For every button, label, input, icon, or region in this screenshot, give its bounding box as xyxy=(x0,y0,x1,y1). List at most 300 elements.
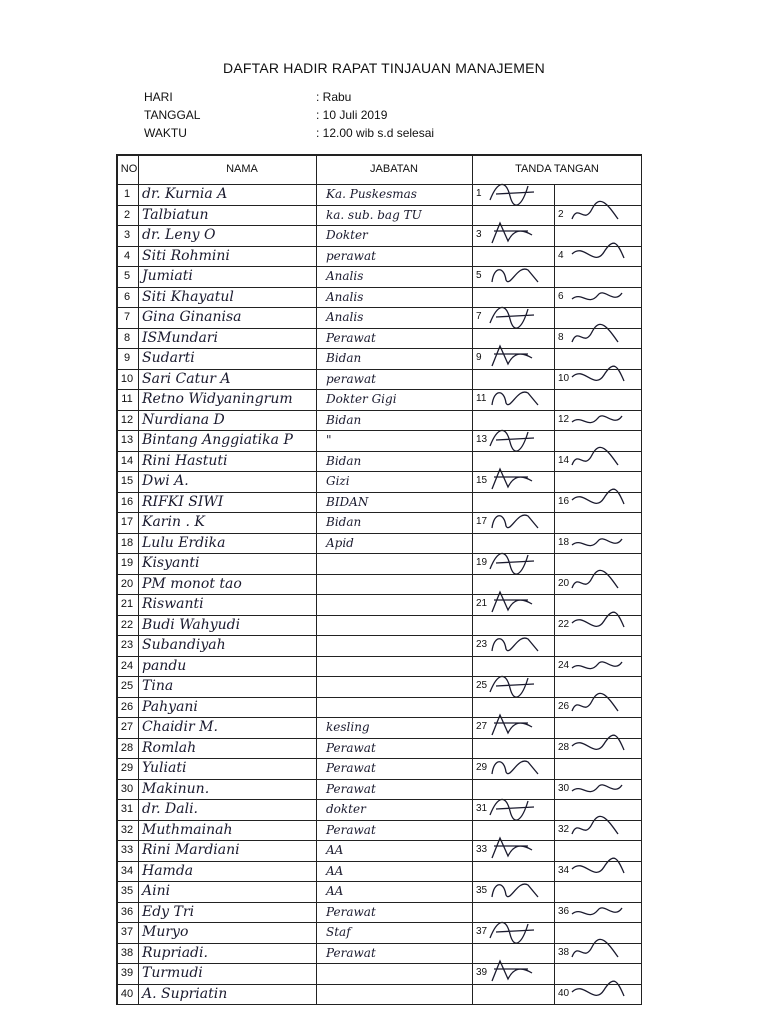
attendee-position: Perawat xyxy=(326,822,376,837)
signature-slot xyxy=(474,512,554,533)
signature-mark xyxy=(488,424,548,454)
signature-slot xyxy=(474,758,554,779)
signature-slot xyxy=(474,594,554,615)
signature-mark xyxy=(488,219,548,249)
attendee-name: Rini Mardiani xyxy=(142,842,240,858)
signature-mark xyxy=(488,465,548,495)
signature-mark xyxy=(488,178,548,208)
row-number: 19 xyxy=(120,557,134,570)
attendee-name: Pahyani xyxy=(142,698,198,715)
row-number: 30 xyxy=(120,782,134,795)
signature-mark xyxy=(488,547,548,577)
attendee-name: PM monot tao xyxy=(142,575,242,592)
table-rule xyxy=(116,246,642,247)
signature-number: 24 xyxy=(558,659,570,671)
table-row xyxy=(116,861,642,882)
signature-slot xyxy=(556,328,640,349)
row-number: 38 xyxy=(120,946,134,959)
header-no: NO xyxy=(120,163,138,175)
meta-label: TANGGAL xyxy=(144,108,201,122)
attendee-position: Analis xyxy=(326,310,364,324)
table-row xyxy=(116,963,642,984)
header-signature: TANDA TANGAN xyxy=(515,163,599,175)
table-row xyxy=(116,471,642,492)
attendee-name: pandu xyxy=(142,657,187,674)
table-rule xyxy=(116,881,642,882)
signature-mark xyxy=(488,588,548,618)
row-number: 26 xyxy=(120,700,134,713)
signature-mark xyxy=(488,711,548,741)
table-row xyxy=(116,533,642,554)
row-number: 4 xyxy=(123,249,131,262)
signature-slot xyxy=(556,287,640,308)
table-row xyxy=(116,225,642,246)
table-row xyxy=(116,922,642,943)
attendee-name: Chaidir M. xyxy=(142,719,218,735)
table-row xyxy=(116,430,642,451)
signature-mark xyxy=(488,342,548,372)
table-border-right xyxy=(641,154,643,1004)
row-number: 40 xyxy=(120,987,134,1000)
signature-slot xyxy=(556,574,640,595)
attendee-position: perawat xyxy=(326,248,376,263)
signature-slot xyxy=(474,881,554,902)
signature-slot xyxy=(556,984,640,1005)
signature-number: 36 xyxy=(558,905,570,917)
attendee-name: Yuliati xyxy=(142,760,187,776)
table-rule xyxy=(116,287,642,288)
row-number: 11 xyxy=(121,393,133,406)
row-number: 27 xyxy=(120,721,134,734)
table-row xyxy=(116,184,642,205)
table-row xyxy=(116,205,642,226)
meta-value: : Rabu xyxy=(316,90,352,104)
signature-mark xyxy=(488,260,548,290)
attendee-name: Makinun. xyxy=(142,780,210,797)
signature-slot xyxy=(556,697,640,718)
attendee-name: A. Supriatin xyxy=(142,985,228,1002)
table-border-top xyxy=(116,154,642,156)
signature-slot xyxy=(474,553,554,574)
table-rule xyxy=(116,369,642,370)
table-rule xyxy=(116,984,642,985)
signature-slot xyxy=(556,492,640,513)
signature-slot xyxy=(474,225,554,246)
signature-number: 30 xyxy=(558,782,570,794)
attendee-position: ka. sub. bag TU xyxy=(326,207,422,222)
table-rule xyxy=(116,348,642,349)
meta-value: : 10 Juli 2019 xyxy=(316,108,388,122)
table-row xyxy=(116,615,642,636)
attendee-position: Perawat xyxy=(326,781,376,796)
table-rule xyxy=(116,533,642,534)
signature-slot xyxy=(556,246,640,267)
signature-slot xyxy=(474,840,554,861)
signature-mark xyxy=(570,568,630,598)
signature-slot xyxy=(556,820,640,841)
table-row xyxy=(116,779,642,800)
attendee-name: Nurdiana D xyxy=(142,411,225,428)
row-number: 35 xyxy=(120,885,134,898)
row-number: 2 xyxy=(123,208,131,221)
attendee-position: kesling xyxy=(326,720,370,734)
signature-number: 26 xyxy=(558,700,570,712)
table-rule xyxy=(116,594,642,595)
table-row xyxy=(116,594,642,615)
attendee-position: Analis xyxy=(326,289,364,304)
signature-mark xyxy=(488,957,548,987)
column-divider xyxy=(316,154,317,1004)
table-row xyxy=(116,656,642,677)
attendee-name: Romlah xyxy=(142,739,197,756)
table-rule xyxy=(116,492,642,493)
signature-number: 1 xyxy=(476,188,482,199)
signature-mark xyxy=(570,855,630,885)
signature-slot xyxy=(474,717,554,738)
table-rule xyxy=(116,225,642,226)
signature-slot xyxy=(474,184,554,205)
signature-number: 4 xyxy=(558,249,564,261)
table-rule xyxy=(116,451,642,452)
signature-mark xyxy=(488,629,548,659)
signature-number: 32 xyxy=(558,823,570,835)
signature-mark xyxy=(488,793,548,823)
row-number: 1 xyxy=(123,188,131,201)
attendee-position: Dokter Gigi xyxy=(326,392,397,406)
table-rule xyxy=(116,656,642,657)
attendee-name: Aini xyxy=(142,883,171,899)
row-number: 20 xyxy=(120,577,134,590)
attendee-name: dr. Leny O xyxy=(142,227,216,243)
table-row xyxy=(116,328,642,349)
attendance-table xyxy=(116,154,642,1024)
signature-number: 28 xyxy=(558,741,570,753)
row-number: 28 xyxy=(120,741,134,754)
signature-slot xyxy=(474,676,554,697)
signature-mark xyxy=(488,752,548,782)
table-rule xyxy=(116,635,642,636)
row-number: 34 xyxy=(120,864,134,877)
signature-number: 8 xyxy=(558,331,564,343)
attendee-position: Analis xyxy=(326,269,364,283)
signature-mark xyxy=(488,670,548,700)
meta-label: HARI xyxy=(144,90,173,104)
row-number: 16 xyxy=(120,495,134,508)
row-number: 7 xyxy=(123,311,131,324)
attendee-position: Dokter xyxy=(326,228,368,242)
attendee-position: Perawat xyxy=(326,330,376,345)
signature-mark xyxy=(570,609,630,639)
table-row xyxy=(116,266,642,287)
attendee-name: Kisyanti xyxy=(142,555,200,571)
attendee-name: Retno Widyaningrum xyxy=(142,391,293,407)
signature-number: 6 xyxy=(558,290,564,302)
table-rule xyxy=(116,266,642,267)
signature-mark xyxy=(570,404,630,434)
signature-mark xyxy=(570,527,630,557)
attendee-name: Muryo xyxy=(142,924,189,940)
table-rule xyxy=(116,1004,642,1005)
table-rule xyxy=(116,738,642,739)
signature-number: 20 xyxy=(558,577,570,589)
column-divider xyxy=(472,154,473,1004)
attendee-name: Tina xyxy=(142,678,174,694)
row-number: 14 xyxy=(120,454,134,467)
attendee-name: Budi Wahyudi xyxy=(142,616,241,633)
signature-number: 17 xyxy=(476,516,488,527)
signature-slot xyxy=(556,738,640,759)
signature-number: 7 xyxy=(476,311,482,322)
signature-mark xyxy=(488,383,548,413)
attendee-position: Bidan xyxy=(326,453,362,468)
attendee-position: Perawat xyxy=(326,761,376,775)
signature-slot xyxy=(556,615,640,636)
signature-number: 3 xyxy=(476,229,482,240)
table-row xyxy=(116,984,642,1005)
signature-mark xyxy=(570,240,630,270)
table-row xyxy=(116,369,642,390)
table-row xyxy=(116,287,642,308)
table-row xyxy=(116,717,642,738)
table-row xyxy=(116,492,642,513)
attendee-name: Rini Hastuti xyxy=(142,452,228,469)
table-row xyxy=(116,697,642,718)
signature-mark xyxy=(570,445,630,475)
attendee-name: Jumiati xyxy=(142,268,193,284)
row-number: 23 xyxy=(120,639,134,652)
table-rule xyxy=(116,820,642,821)
table-rule xyxy=(116,697,642,698)
table-border-left xyxy=(116,154,118,1004)
signature-slot xyxy=(474,389,554,410)
table-rule xyxy=(116,615,642,616)
signature-number: 14 xyxy=(558,454,570,466)
table-rule xyxy=(116,512,642,513)
table-rule xyxy=(116,799,642,800)
attendee-position: AA xyxy=(326,884,344,898)
attendee-position: perawat xyxy=(326,371,376,386)
column-divider xyxy=(138,154,139,1004)
attendee-name: Subandiyah xyxy=(142,637,226,653)
table-row xyxy=(116,574,642,595)
table-row xyxy=(116,799,642,820)
attendee-name: Muthmainah xyxy=(142,821,233,838)
signature-number: 29 xyxy=(476,762,488,773)
attendee-position: AA xyxy=(326,843,344,857)
table-row xyxy=(116,881,642,902)
attendee-name: Riswanti xyxy=(142,596,204,612)
table-rule xyxy=(116,574,642,575)
row-number: 9 xyxy=(123,352,131,365)
meta-label: WAKTU xyxy=(144,126,187,140)
attendee-position: Bidan xyxy=(326,515,362,529)
signature-number: 9 xyxy=(476,352,482,363)
signature-slot xyxy=(474,922,554,943)
attendee-position: BIDAN xyxy=(326,494,369,509)
table-row xyxy=(116,635,642,656)
attendee-name: Siti Rohmini xyxy=(142,247,230,264)
signature-mark xyxy=(570,363,630,393)
table-row xyxy=(116,676,642,697)
table-row xyxy=(116,820,642,841)
row-number: 25 xyxy=(120,680,134,693)
signature-number: 12 xyxy=(558,413,570,425)
attendee-name: dr. Dali. xyxy=(142,801,198,817)
table-row xyxy=(116,902,642,923)
table-rule xyxy=(116,553,642,554)
signature-slot xyxy=(556,902,640,923)
row-number: 5 xyxy=(123,270,131,283)
signature-slot xyxy=(556,410,640,431)
signature-mark xyxy=(570,773,630,803)
attendee-name: Bintang Anggiatika P xyxy=(142,432,293,448)
signature-mark xyxy=(570,978,630,1008)
row-number: 37 xyxy=(120,926,134,939)
attendee-position: Bidan xyxy=(326,412,362,427)
signature-slot xyxy=(556,205,640,226)
signature-mark xyxy=(570,322,630,352)
signature-mark xyxy=(488,916,548,946)
table-rule xyxy=(116,963,642,964)
attendee-name: Lulu Erdika xyxy=(142,534,226,551)
signature-number: 18 xyxy=(558,536,570,548)
table-rule xyxy=(116,307,642,308)
attendee-name: Dwi A. xyxy=(142,473,189,489)
signature-mark xyxy=(570,281,630,311)
table-row xyxy=(116,943,642,964)
signature-mark xyxy=(570,732,630,762)
signature-number: 15 xyxy=(476,475,488,486)
row-number: 13 xyxy=(120,434,134,447)
table-row xyxy=(116,246,642,267)
table-row xyxy=(116,738,642,759)
signature-number: 19 xyxy=(476,557,488,568)
signature-number: 16 xyxy=(558,495,570,507)
row-number: 21 xyxy=(120,598,134,611)
table-rule xyxy=(116,922,642,923)
table-row xyxy=(116,512,642,533)
signature-number: 2 xyxy=(558,208,564,220)
signature-slot xyxy=(556,369,640,390)
attendee-position: AA xyxy=(326,863,344,878)
signature-mark xyxy=(488,875,548,905)
attendee-position: Perawat xyxy=(326,904,376,919)
signature-number: 40 xyxy=(558,987,570,999)
table-rule xyxy=(116,758,642,759)
signature-number: 23 xyxy=(476,639,488,650)
table-row xyxy=(116,389,642,410)
row-number: 12 xyxy=(120,413,134,426)
table-row xyxy=(116,758,642,779)
table-row xyxy=(116,840,642,861)
table-rule xyxy=(116,205,642,206)
row-number: 8 xyxy=(123,331,131,344)
attendee-name: Turmudi xyxy=(142,965,203,981)
signature-mark xyxy=(488,506,548,536)
header-position: JABATAN xyxy=(370,163,418,175)
row-number: 29 xyxy=(120,762,134,775)
attendee-name: Sudarti xyxy=(142,350,195,366)
attendee-name: Sari Catur A xyxy=(142,370,231,387)
signature-mark xyxy=(570,896,630,926)
table-rule xyxy=(116,676,642,677)
signature-number: 10 xyxy=(558,372,570,384)
signature-mark xyxy=(570,937,630,967)
signature-slot xyxy=(474,799,554,820)
row-number: 31 xyxy=(120,803,134,816)
row-number: 18 xyxy=(120,536,134,549)
signature-slot xyxy=(556,533,640,554)
signature-slot xyxy=(474,635,554,656)
header-name: NAMA xyxy=(226,163,258,175)
signature-mark xyxy=(570,814,630,844)
document-title: DAFTAR HADIR RAPAT TINJAUAN MANAJEMEN xyxy=(223,60,545,76)
signature-number: 13 xyxy=(476,434,488,445)
signature-mark xyxy=(570,691,630,721)
table-rule xyxy=(116,410,642,411)
signature-number: 35 xyxy=(476,885,488,896)
signature-number: 39 xyxy=(476,967,488,978)
row-number: 6 xyxy=(123,290,131,303)
attendee-name: Siti Khayatul xyxy=(142,288,234,305)
table-row xyxy=(116,410,642,431)
table-row xyxy=(116,553,642,574)
attendee-name: Hamda xyxy=(142,862,194,879)
attendee-position: Perawat xyxy=(326,945,376,960)
signature-slot xyxy=(556,943,640,964)
attendee-name: Rupriadi. xyxy=(142,944,208,961)
attendee-position: Ka. Puskesmas xyxy=(326,187,417,201)
signature-slot xyxy=(474,963,554,984)
attendee-name: Karin . K xyxy=(142,514,205,530)
table-row xyxy=(116,307,642,328)
signature-slot xyxy=(474,430,554,451)
signature-slot xyxy=(556,451,640,472)
table-rule xyxy=(116,840,642,841)
table-rule xyxy=(116,389,642,390)
signature-mark xyxy=(488,834,548,864)
attendee-name: Edy Tri xyxy=(142,903,195,920)
table-row xyxy=(116,348,642,369)
table-rule xyxy=(116,943,642,944)
table-row xyxy=(116,451,642,472)
signature-divider xyxy=(554,184,555,1004)
signature-slot xyxy=(556,779,640,800)
attendee-name: Talbiatun xyxy=(142,206,209,223)
table-rule xyxy=(116,717,642,718)
attendee-name: dr. Kurnia A xyxy=(142,186,228,202)
signature-number: 11 xyxy=(476,393,487,404)
signature-number: 22 xyxy=(558,618,570,630)
row-number: 10 xyxy=(120,372,134,385)
attendee-name: ISMundari xyxy=(142,329,218,346)
signature-number: 21 xyxy=(476,598,488,609)
signature-number: 31 xyxy=(476,803,488,814)
signature-number: 33 xyxy=(476,844,488,855)
attendee-position: Apid xyxy=(326,535,354,550)
signature-number: 38 xyxy=(558,946,570,958)
attendee-position: Staf xyxy=(326,925,351,939)
table-rule xyxy=(116,184,642,185)
row-number: 3 xyxy=(123,229,131,242)
row-number: 39 xyxy=(120,967,134,980)
signature-mark xyxy=(570,650,630,680)
row-number: 22 xyxy=(120,618,134,631)
signature-mark xyxy=(570,199,630,229)
signature-slot xyxy=(474,307,554,328)
table-rule xyxy=(116,471,642,472)
meta-value: : 12.00 wib s.d selesai xyxy=(316,126,435,140)
